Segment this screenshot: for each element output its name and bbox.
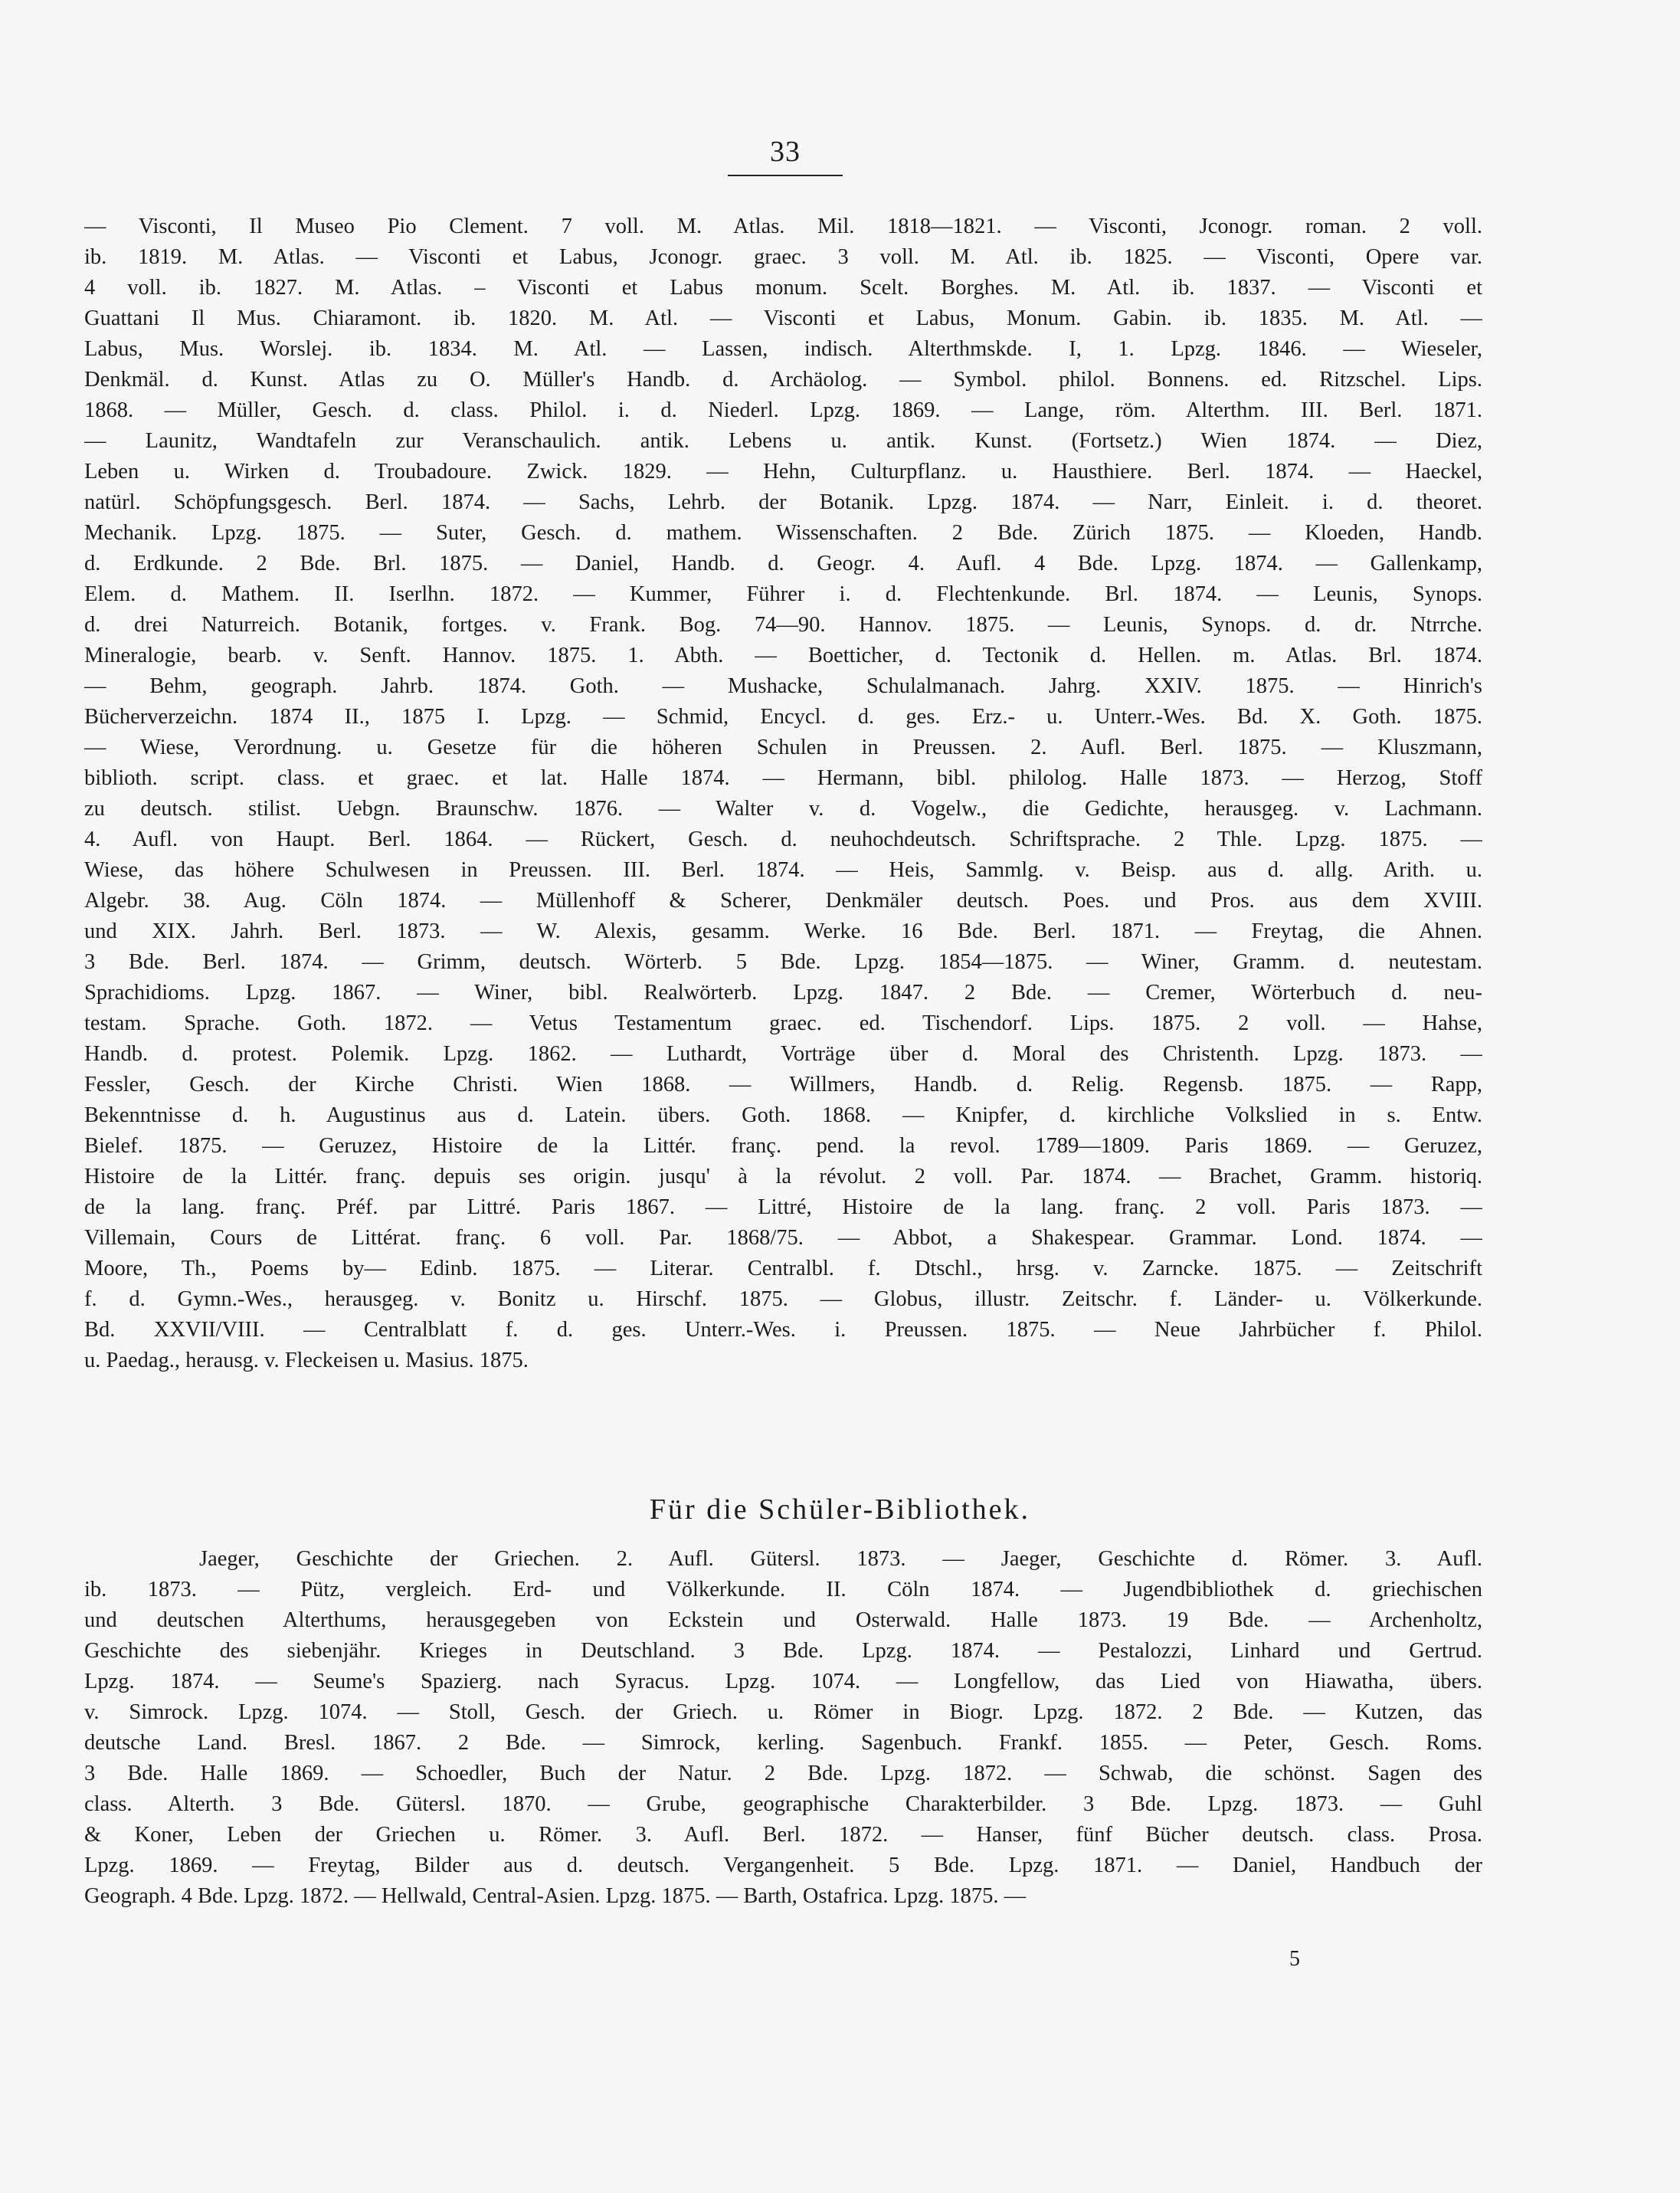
text-line: Wiese, das höhere Schulwesen in Preussen. III. Berl. 1874. — Heis, Sammlg. v. Beisp. aus d. allg. Arith. u. xyxy=(84,858,1482,882)
text-line: & Koner, Leben der Griechen u. Römer. 3. Aufl. Berl. 1872. — Hanser, fünf Bücher deutsch. class. Prosa. xyxy=(84,1823,1482,1847)
references-block xyxy=(84,211,1482,1376)
text-line: biblioth. script. class. et graec. et lat. Halle 1874. — Hermann, bibl. philolog. Halle 1873. — Herzog, Stoff xyxy=(84,766,1482,790)
text-line: — Visconti, Il Museo Pio Clement. 7 voll. M. Atlas. Mil. 1818—1821. — Visconti, Jconogr. roman. 2 voll. xyxy=(84,215,1482,238)
text-line: 3 Bde. Berl. 1874. — Grimm, deutsch. Wörterb. 5 Bde. Lpzg. 1854—1875. — Winer, Gramm. d. neutestam. xyxy=(84,950,1482,974)
text-line: class. Alterth. 3 Bde. Gütersl. 1870. — Grube, geographische Charakterbilder. 3 Bde. Lpzg. 1873. — Guhl xyxy=(84,1792,1482,1816)
text-line: Histoire de la Littér. franç. depuis ses origin. jusqu' à la révolut. 2 voll. Par. 1874. — Brachet, Gramm. historiq. xyxy=(84,1165,1482,1188)
text-line: Guattani Il Mus. Chiaramont. ib. 1820. M. Atl. — Visconti et Labus, Monum. Gabin. ib. 1835. M. Atl. — xyxy=(84,306,1482,330)
text-line: und XIX. Jahrh. Berl. 1873. — W. Alexis, gesamm. Werke. 16 Bde. Berl. 1871. — Freytag, die Ahnen. xyxy=(84,919,1482,943)
text-line: de la lang. franç. Préf. par Littré. Paris 1867. — Littré, Histoire de la lang. franç. 2 voll. Paris 1873. — xyxy=(84,1195,1482,1219)
text-line: Fessler, Gesch. der Kirche Christi. Wien 1868. — Willmers, Handb. d. Relig. Regensb. 1875. — Rapp, xyxy=(84,1073,1482,1096)
section-heading: Für die Schüler-Bibliothek. xyxy=(649,1493,1031,1526)
text-line: — Behm, geograph. Jahrb. 1874. Goth. — Mushacke, Schulalmanach. Jahrg. XXIV. 1875. — Hinrich's xyxy=(84,674,1482,698)
text-line: Mechanik. Lpzg. 1875. — Suter, Gesch. d. mathem. Wissenschaften. 2 Bde. Zürich 1875. — Kloeden, Handb. xyxy=(84,521,1482,545)
text-line: 3 Bde. Halle 1869. — Schoedler, Buch der Natur. 2 Bde. Lpzg. 1872. — Schwab, die schönst. Sagen des xyxy=(84,1762,1482,1785)
text-line: Bücherverzeichn. 1874 II., 1875 I. Lpzg. — Schmid, Encycl. d. ges. Erz.- u. Unterr.-Wes. Bd. X. Goth. 1875. xyxy=(84,705,1482,729)
text-line: ib. 1819. M. Atlas. — Visconti et Labus, Jconogr. graec. 3 voll. M. Atl. ib. 1825. — Visconti, Opere var. xyxy=(84,245,1482,269)
page-number: 33 xyxy=(728,135,843,176)
printer-signature-mark: 5 xyxy=(1289,1947,1300,1971)
text-line: Bekenntnisse d. h. Augustinus aus d. Latein. übers. Goth. 1868. — Knipfer, d. kirchliche Volkslied in s. Entw. xyxy=(84,1103,1482,1127)
school-library-block xyxy=(84,1544,1482,1912)
text-line: Sprachidioms. Lpzg. 1867. — Winer, bibl. Realwörterb. Lpzg. 1847. 2 Bde. — Cremer, Wörterbuch d. neu- xyxy=(84,981,1482,1005)
text-line: Villemain, Cours de Littérat. franç. 6 voll. Par. 1868/75. — Abbot, a Shakespear. Grammar. Lond. 1874. — xyxy=(84,1226,1482,1250)
text-line: Geschichte des siebenjähr. Krieges in Deutschland. 3 Bde. Lpzg. 1874. — Pestalozzi, Linhard und Gertrud. xyxy=(84,1639,1482,1663)
text-line: Moore, Th., Poems by— Edinb. 1875. — Literar. Centralbl. f. Dtschl., hrsg. v. Zarncke. 1875. — Zeitschrift xyxy=(84,1257,1482,1280)
text-line: Handb. d. protest. Polemik. Lpzg. 1862. — Luthardt, Vorträge über d. Moral des Christenth. Lpzg. 1873. — xyxy=(84,1042,1482,1066)
text-line: zu deutsch. stilist. Uebgn. Braunschw. 1876. — Walter v. d. Vogelw., die Gedichte, herausgeg. v. Lachmann. xyxy=(84,797,1482,821)
text-line: — Wiese, Verordnung. u. Gesetze für die höheren Schulen in Preussen. 2. Aufl. Berl. 1875. — Kluszmann, xyxy=(84,736,1482,759)
text-line: 4 voll. ib. 1827. M. Atlas. – Visconti et Labus monum. Scelt. Borghes. M. Atl. ib. 1837. — Visconti et xyxy=(84,276,1482,300)
text-line: Jaeger, Geschichte der Griechen. 2. Aufl. Gütersl. 1873. — Jaeger, Geschichte d. Römer. 3. Aufl. xyxy=(199,1547,1482,1571)
text-line: Bielef. 1875. — Geruzez, Histoire de la Littér. franç. pend. la revol. 1789—1809. Paris 1869. — Geruzez, xyxy=(84,1134,1482,1158)
text-line: f. d. Gymn.-Wes., herausgeg. v. Bonitz u. Hirschf. 1875. — Globus, illustr. Zeitschr. f. Länder- u. Völkerkunde. xyxy=(84,1287,1482,1311)
text-line: v. Simrock. Lpzg. 1074. — Stoll, Gesch. der Griech. u. Römer in Biogr. Lpzg. 1872. 2 Bde. — Kutzen, das xyxy=(84,1700,1482,1724)
text-line: Bd. XXVII/VIII. — Centralblatt f. d. ges. Unterr.-Wes. i. Preussen. 1875. — Neue Jahrbücher f. Philol. xyxy=(84,1318,1482,1342)
text-line: u. Paedag., herausg. v. Fleckeisen u. Masius. 1875. xyxy=(84,1349,529,1372)
text-line: deutsche Land. Bresl. 1867. 2 Bde. — Simrock, kerling. Sagenbuch. Frankf. 1855. — Peter, Gesch. Roms. xyxy=(84,1731,1482,1755)
text-line: 4. Aufl. von Haupt. Berl. 1864. — Rückert, Gesch. d. neuhochdeutsch. Schriftsprache. 2 Thle. Lpzg. 1875. — xyxy=(84,828,1482,851)
text-line: Leben u. Wirken d. Troubadoure. Zwick. 1829. — Hehn, Culturpflanz. u. Hausthiere. Berl. 1874. — Haeckel, xyxy=(84,460,1482,484)
text-line: Lpzg. 1874. — Seume's Spazierg. nach Syracus. Lpzg. 1074. — Longfellow, das Lied von Hiawatha, übers. xyxy=(84,1670,1482,1693)
text-line: Mineralogie, bearb. v. Senft. Hannov. 1875. 1. Abth. — Boetticher, d. Tectonik d. Hellen. m. Atlas. Brl. 1874. xyxy=(84,644,1482,667)
text-line: d. Erdkunde. 2 Bde. Brl. 1875. — Daniel, Handb. d. Geogr. 4. Aufl. 4 Bde. Lpzg. 1874. — Gallenkamp, xyxy=(84,552,1482,575)
text-line: 1868. — Müller, Gesch. d. class. Philol. i. d. Niederl. Lpzg. 1869. — Lange, röm. Alterthm. III. Berl. 1871. xyxy=(84,398,1482,422)
text-line: und deutschen Alterthums, herausgegeben von Eckstein und Osterwald. Halle 1873. 19 Bde. — Archenholtz, xyxy=(84,1608,1482,1632)
text-line: Labus, Mus. Worslej. ib. 1834. M. Atl. — Lassen, indisch. Alterthmskde. I, 1. Lpzg. 1846. — Wieseler, xyxy=(84,337,1482,361)
text-line: d. drei Naturreich. Botanik, fortges. v. Frank. Bog. 74—90. Hannov. 1875. — Leunis, Synops. d. dr. Ntrrche. xyxy=(84,613,1482,637)
text-line: Denkmäl. d. Kunst. Atlas zu O. Müller's Handb. d. Archäolog. — Symbol. philol. Bonnens. ed. Ritzschel. Lips. xyxy=(84,368,1482,392)
text-line: Algebr. 38. Aug. Cöln 1874. — Müllenhoff & Scherer, Denkmäler deutsch. Poes. und Pros. aus dem XVIII. xyxy=(84,889,1482,913)
text-line: Lpzg. 1869. — Freytag, Bilder aus d. deutsch. Vergangenheit. 5 Bde. Lpzg. 1871. — Daniel, Handbuch der xyxy=(84,1854,1482,1877)
text-line: — Launitz, Wandtafeln zur Veranschaulich. antik. Lebens u. antik. Kunst. (Fortsetz.) Wien 1874. — Diez, xyxy=(84,429,1482,453)
text-line: natürl. Schöpfungsgesch. Berl. 1874. — Sachs, Lehrb. der Botanik. Lpzg. 1874. — Narr, Einleit. i. d. theoret. xyxy=(84,490,1482,514)
text-line: ib. 1873. — Pütz, vergleich. Erd- und Völkerkunde. II. Cöln 1874. — Jugendbibliothek d. griechischen xyxy=(84,1578,1482,1601)
text-line: Geograph. 4 Bde. Lpzg. 1872. — Hellwald, Central-Asien. Lpzg. 1875. — Barth, Ostafrica. Lpzg. 1875. — xyxy=(84,1884,1027,1908)
text-line: Elem. d. Mathem. II. Iserlhn. 1872. — Kummer, Führer i. d. Flechtenkunde. Brl. 1874. — Leunis, Synops. xyxy=(84,582,1482,606)
text-line: testam. Sprache. Goth. 1872. — Vetus Testamentum graec. ed. Tischendorf. Lips. 1875. 2 voll. — Hahse, xyxy=(84,1011,1482,1035)
